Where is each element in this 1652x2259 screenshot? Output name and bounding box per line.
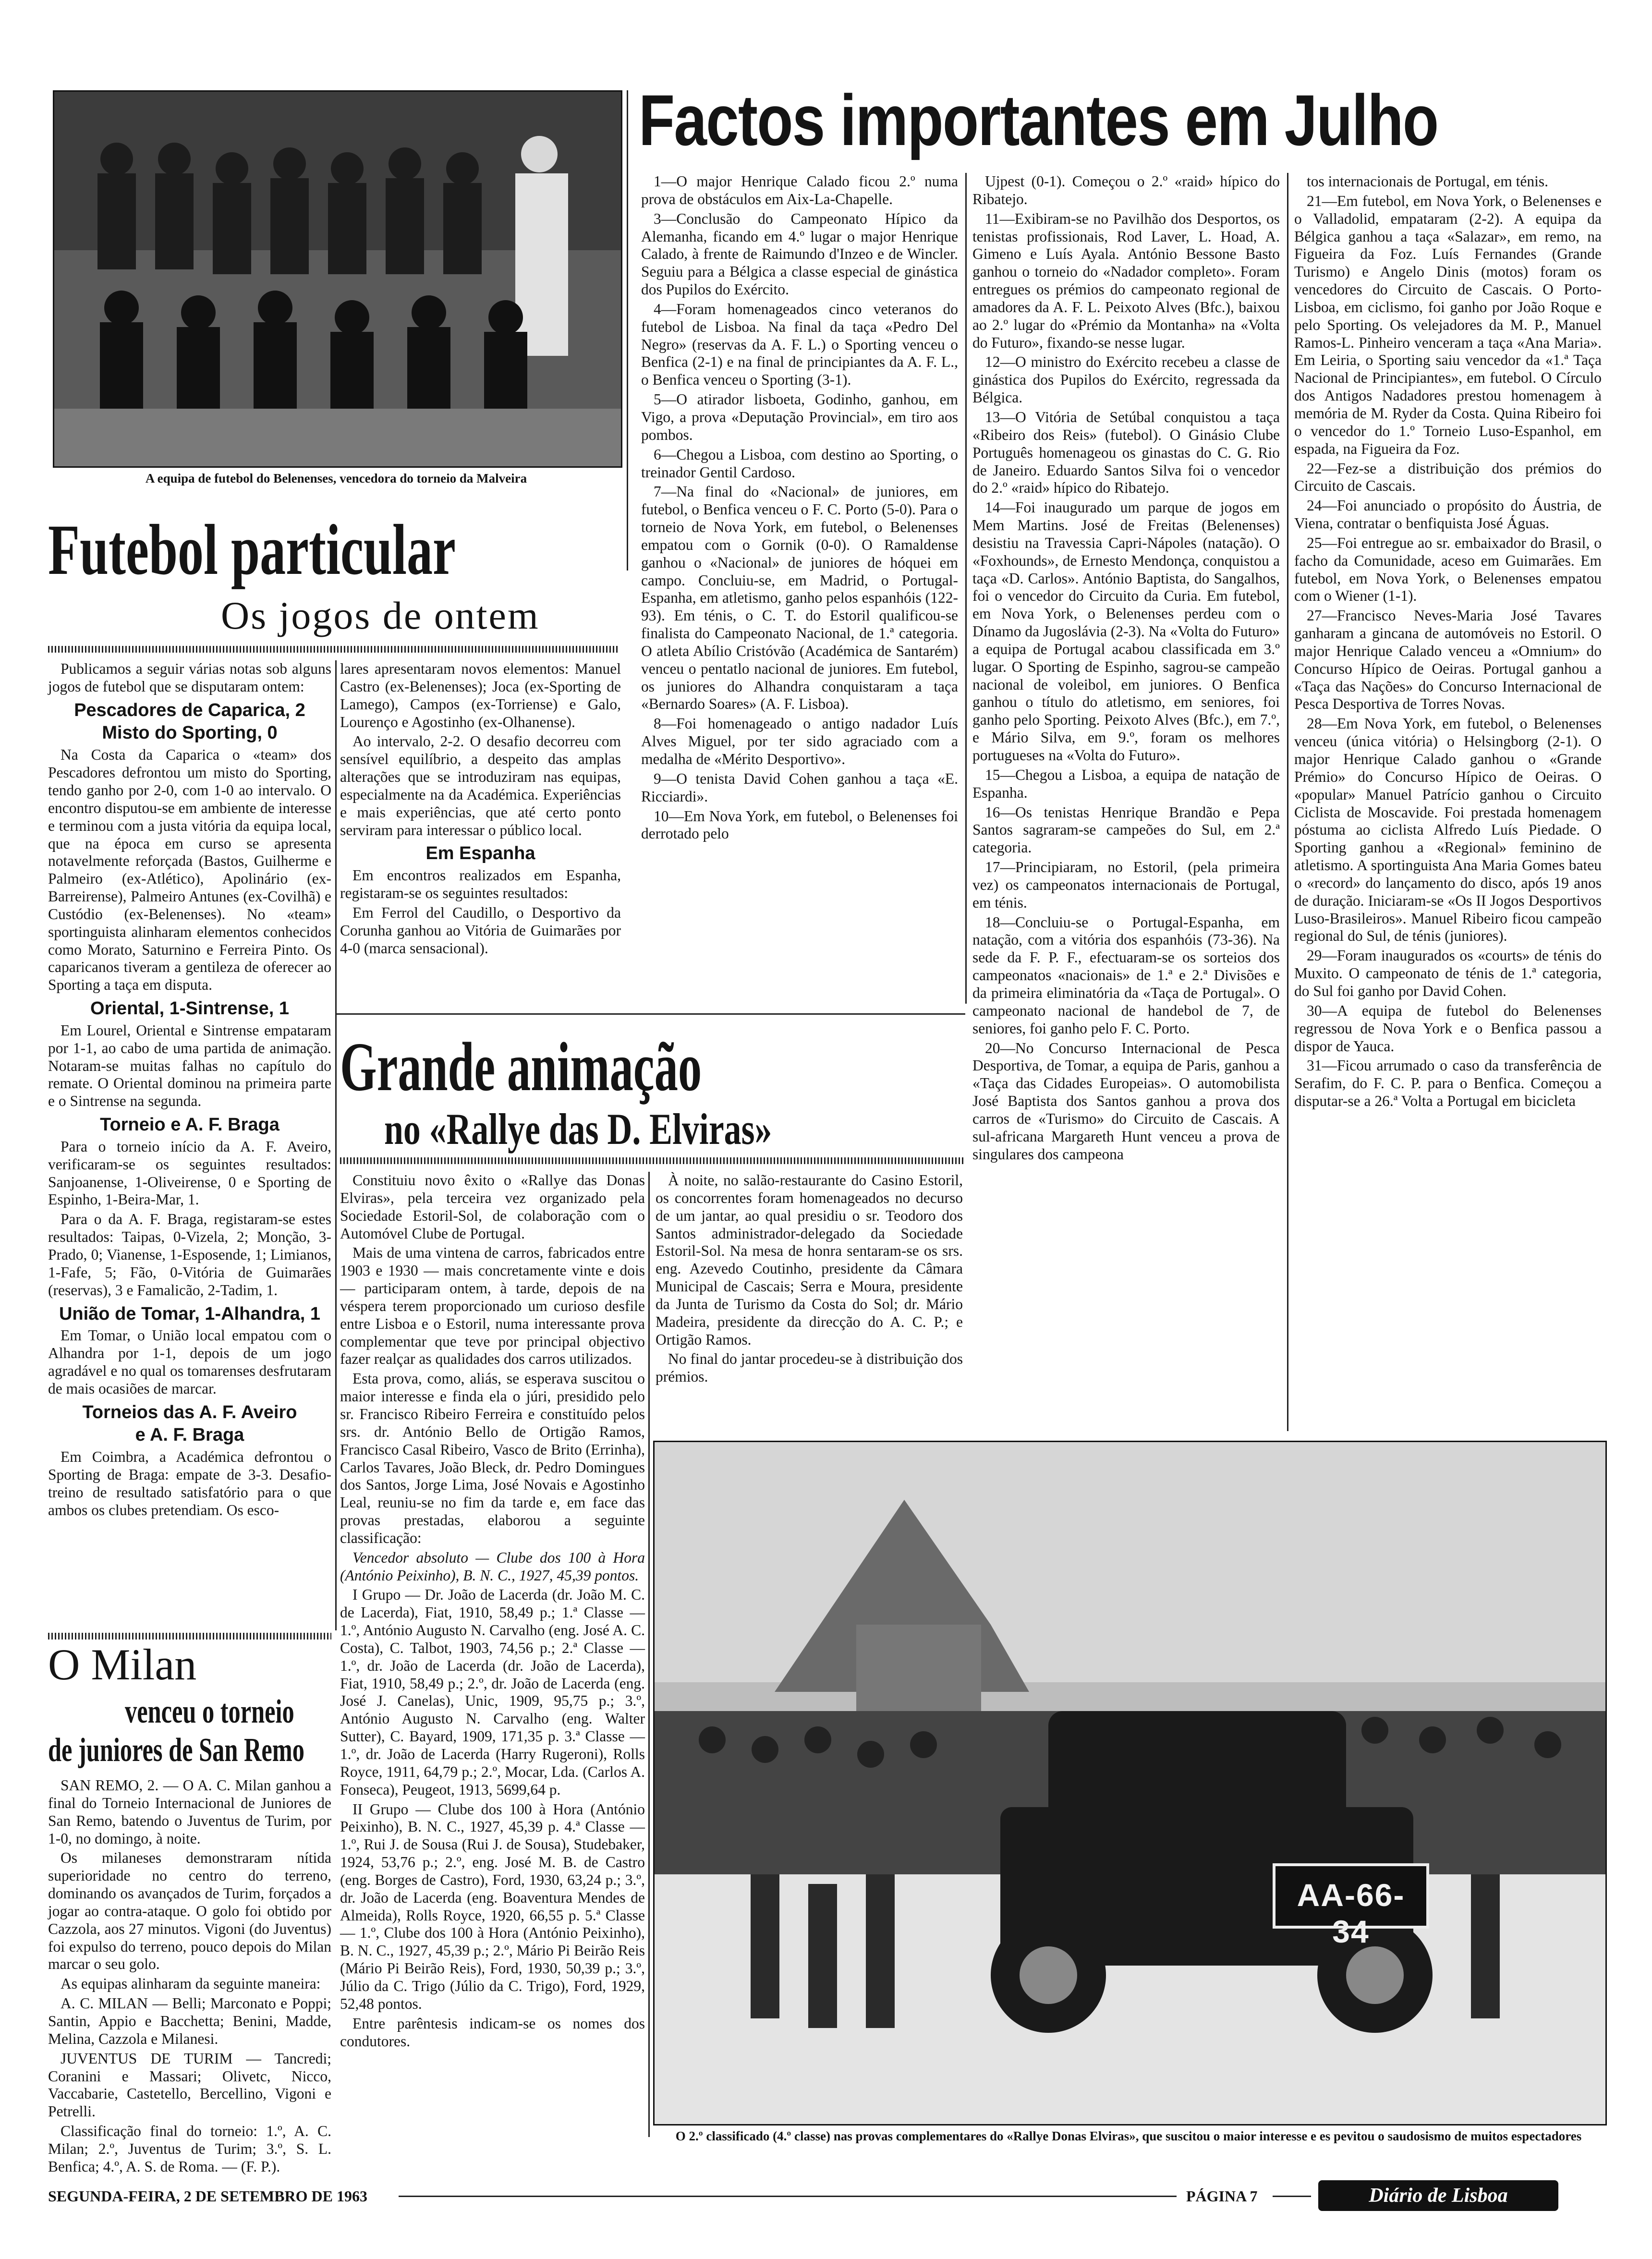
article-paragraph: Para o torneio início da A. F. Aveiro, verificaram-se os seguintes resultados: Sanjoanense, 1-Oliveirense, 0 e Sporting de Espinho, 1-Beira-Mar, 1. bbox=[48, 1138, 331, 1208]
column-rule bbox=[335, 660, 337, 1630]
article-paragraph: Vencedor absoluto — Clube dos 100 à Hora (António Peixinho), B. N. C., 1927, 45,39 pontos. bbox=[340, 1549, 645, 1584]
factos-item: 10—Em Nova York, em futebol, o Belenenses foi derrotado pelo bbox=[641, 807, 958, 842]
factos-item: 8—Foi homenageado o antigo nadador Luís Alves Miguel, por ter sido agraciado com a medalha de «Mérito Desportivo». bbox=[641, 715, 958, 767]
factos-item: 28—Em Nova York, em futebol, o Belenenses venceu (única vitória) o Helsingborg (2-1). O major Henrique Calado ganhou o «Grande Prémio» do Concurso Hípico de Oeiras. O «popular» Manuel Patrício ganhou o Circuito Ciclista de Moscavide. Foi prestada homenagem póstuma ao ciclista Alfredo Luís Piedade. O Sporting ganhou a «Regional» feminino de atletismo. A sportinguista Ana Maria Gomes bateu o «record» do lançamento do disco, após 19 anos de duração. Iniciaram-se «Os II Jogos Desportivos Luso-Brasileiros». Manuel Ribeiro ficou campeão regional do Sul, de ténis (juniores). bbox=[1294, 715, 1602, 945]
section-divider bbox=[48, 646, 620, 653]
team-photo-caption: A equipa de futebol do Belenenses, vencedora do torneio da Malveira bbox=[145, 471, 527, 486]
article-paragraph: Em encontros realizados em Espanha, registaram-se os seguintes resultados: bbox=[340, 867, 621, 902]
footer-rule bbox=[399, 2196, 1177, 2197]
factos-item: 3—Conclusão do Campeonato Hípico da Alemanha, ficando em 4.º lugar o major Henrique Calado, à frente de Raimundo d'Inzeo e de Wincler. Seguiu para a Bélgica a classe especial de ginástica dos Pupilos do Exército. bbox=[641, 210, 958, 298]
factos-item: 12—O ministro do Exército recebeu a classe de ginástica dos Pupilos do Exército, regressada da Bélgica. bbox=[972, 353, 1280, 406]
match-heading: Pescadores de Caparica, 2 bbox=[74, 700, 305, 720]
article-paragraph: Classificação final do torneio: 1.º, A. C. Milan; 2.º, Juventus de Turim; 3.º, S. L. Benfica; 4.º, A. S. de Roma. — (F. P.). bbox=[48, 2123, 331, 2175]
factos-item: 13—O Vitória de Setúbal conquistou a taça «Ribeiro dos Reis» (futebol). O Ginásio Clube Português homenageou os ginastas do C. G. Rio de Janeiro. Eduardo Santos Silva foi o vencedor do 2.º «raid» hípico do Ribatejo. bbox=[972, 408, 1280, 497]
article-paragraph: As equipas alinharam da seguinte maneira: bbox=[61, 1975, 321, 1992]
section-rule bbox=[336, 1013, 965, 1015]
futebol-column-2 bbox=[340, 660, 621, 1025]
article-paragraph: Os milaneses demonstraram nítida superioridade no centro do terreno, dominando os avançados de Turim, forçados a jogar ao contra-ataque. O golo foi obtido por Cazzola, aos 27 minutos. Vigoni (do Juventus) foi expulso do terreno, pouco depois do Milan marcar o seu golo. bbox=[48, 1849, 331, 1973]
article-paragraph: A. C. MILAN — Belli; Marconato e Poppi; Santin, Appio e Bacchetta; Benini, Madde, Melina, Cazzola e Milanesi. bbox=[48, 1995, 331, 2047]
futebol-column-1 bbox=[48, 660, 331, 1630]
column-rule bbox=[1287, 173, 1288, 1431]
factos-item: 25—Foi entregue ao sr. embaixador do Brasil, o facho da Comunidade, aceso em Guimarães. Em futebol, em Nova York, o Belenenses empatou com o Wiener (1-1). bbox=[1294, 534, 1602, 605]
article-paragraph: À noite, no salão-restaurante do Casino Estoril, os concorrentes foram homenageados no decurso de um jantar, ao qual presidiu o sr. Teodoro dos Santos administrador-delegado da Sociedade Estoril-Sol. Na mesa de honra sentaram-se os srs. eng. Azevedo Coutinho, presidente da Câmara Municipal de Cascais; Serra e Moura, presidente da Junta de Turismo da Costa do Sol; dr. Mário Madeira, presidente da direcção do A. C. P.; e Ortigão Ramos. bbox=[656, 1172, 963, 1348]
factos-item: 14—Foi inaugurado um parque de jogos em Mem Martins. José de Freitas (Belenenses) desistiu na Travessia Capri-Nápoles (natação). O «Foxhounds», de Ernesto Mendonça, conquistou a taça «D. Carlos». António Baptista, do Sangalhos, foi o vencedor do Circuito da Curia. Em futebol, em Nova York, o Belenenses perdeu com o Dínamo da Jugoslávia (2-3). Na «Volta do Futuro» a equipa de Portugal acabou classificada em 3.º lugar. O Sporting de Espinho, sagrou-se campeão nacional de voleibol, em juniores. O Benfica ganhou o título do atletismo, em seniores, foi ganho pelo Sporting. Peixoto Alves (Bfc.), em 7.º, e Mário Silva, em 9.º, foram os melhores portugueses na «Volta do Futuro». bbox=[972, 499, 1280, 764]
masthead-text: Diário de Lisboa bbox=[1369, 2185, 1508, 2207]
rallye-subheadline: no «Rallye das D. Elviras» bbox=[384, 1105, 772, 1154]
footer-rule bbox=[1273, 2196, 1311, 2197]
section-divider bbox=[340, 1157, 964, 1164]
rallye-column-2 bbox=[656, 1172, 963, 1441]
match-heading: Torneio e A. F. Braga bbox=[100, 1115, 279, 1135]
factos-column-3 bbox=[1294, 173, 1602, 1431]
milan-subheadline-2: de juniores de San Remo bbox=[48, 1732, 304, 1769]
footer-date: SEGUNDA-FEIRA, 2 DE SETEMBRO DE 1963 bbox=[48, 2187, 367, 2205]
factos-item: 20—No Concurso Internacional de Pesca Desportiva, de Tomar, a equipa de Paris, ganhou a «Taça das Cidades Europeias». O automobilista José Baptista dos Santos ganhou a prova dos carros de «Turismo» do Circuito de Cascais. A sul-africana Margareth Hunt venceu a prova de singulares dos campeona bbox=[972, 1039, 1280, 1163]
article-paragraph: Em Tomar, o União local empatou com o Alhandra por 1-1, depois de um jogo agradável e no qual os tomarenses desfrutaram de mais ocasiões de marcar. bbox=[48, 1327, 331, 1397]
factos-item: 1—O major Henrique Calado ficou 2.º numa prova de obstáculos em Aix-La-Chapelle. bbox=[641, 173, 958, 207]
factos-column-2 bbox=[972, 173, 1280, 1431]
factos-item: 31—Ficou arrumado o caso da transferência de Serafim, do F. C. P. para o Benfica. Começou a disputar-se a 26.ª Volta a Portugal em bicicleta bbox=[1294, 1057, 1602, 1110]
match-heading: Misto do Sporting, 0 bbox=[102, 723, 278, 743]
team-photo bbox=[53, 90, 622, 468]
rallye-column-1 bbox=[340, 1172, 645, 2137]
factos-item: 17—Principiaram, no Estoril, (pela primeira vez) os campeonatos internacionais de Portugal, em ténis. bbox=[972, 859, 1280, 911]
factos-item: 27—Francisco Neves-Maria José Tavares ganharam a gincana de automóveis no Estoril. O major Henrique Calado venceu a «Omnium» do Concurso Hípico de Oeiras. Portugal ganhou a «Taça das Nações» do Concurso Internacional de Pesca Desportiva de Torres Novas. bbox=[1294, 607, 1602, 713]
match-heading: Torneios das A. F. Aveiro bbox=[82, 1402, 297, 1422]
factos-item: 15—Chegou a Lisboa, a equipa de natação de Espanha. bbox=[972, 766, 1280, 801]
article-paragraph: No final do jantar procedeu-se à distribuição dos prémios. bbox=[656, 1350, 963, 1385]
article-paragraph: Em Ferrol del Caudillo, o Desportivo da Corunha ganhou ao Vitória de Guimarães por 4-0 (marca sensacional). bbox=[340, 904, 621, 957]
factos-item: tos internacionais de Portugal, em ténis. bbox=[1307, 173, 1549, 190]
article-paragraph: Na Costa da Caparica o «team» dos Pescadores defrontou um misto do Sporting, tendo ganho por 2-0, com 1-0 ao intervalo. O encontro disputou-se em ambiente de interesse e terminou com a justa vitória da equipa local, que na época em curso se apresenta notavelmente reforçada (Bastos, Guilherme e Palmeiro (ex-Atlético), Apolinário (ex-Barreirense), Palmeiro Antunes (ex-Covilhã) e Custódio (ex-Belenenses). No «team» sportinguista alinharam elementos conhecidos como Morato, Saturnino e Ferreira Pinto. Os caparicanos tiveram a gentileza de oferecer ao Sporting a taça em disputa. bbox=[48, 746, 331, 994]
article-paragraph: Para o da A. F. Braga, registaram-se estes resultados: Taipas, 0-Vizela, 2; Monção, 3-Prado, 0; Vianense, 1-Esposende, 1; Limianos, 1-Fafe, 5; Fão, 0-Vitória de Guimarães (reservas), 3 e Famalicão, 2-Tadim, 1. bbox=[48, 1211, 331, 1299]
column-rule bbox=[965, 173, 967, 1004]
factos-item: 6—Chegou a Lisboa, com destino ao Sporting, o treinador Gentil Cardoso. bbox=[641, 446, 958, 481]
team-photo-image bbox=[54, 92, 621, 466]
article-paragraph: JUVENTUS DE TURIM — Tancredi; Coranini e Massari; Olivetc, Nicco, Vaccabarie, Castetello, Bercellino, Vigoni e Petrelli. bbox=[48, 2050, 331, 2120]
rallye-photo-caption: O 2.º classificado (4.º classe) nas provas complementares do «Rallye Donas Elviras», que suscitou o maior interesse e es pevitou o saudosismo de muitos espectadores bbox=[675, 2129, 1582, 2143]
article-paragraph: SAN REMO, 2. — O A. C. Milan ganhou a final do Torneio Internacional de Juniores de San Remo, batendo o Juventus de Turim, por 1-0, no domingo, à noite. bbox=[48, 1777, 331, 1847]
column-rule bbox=[648, 1172, 650, 2137]
factos-item: 5—O atirador lisboeta, Godinho, ganhou, em Vigo, a prova «Deputação Provincial», em tiro aos pombos. bbox=[641, 391, 958, 443]
factos-item: 9—O tenista David Cohen ganhou a taça «E. Ricciardi». bbox=[641, 770, 958, 805]
article-paragraph: lares apresentaram novos elementos: Manuel Castro (ex-Belenenses); Joca (ex-Sporting de Lamego), Campos (ex-Torriense) e Galo, Lourenço e Agostinho (ex-Olhanense). bbox=[340, 660, 621, 730]
footer-page-number: PÁGINA 7 bbox=[1186, 2187, 1258, 2205]
futebol-headline: Futebol particular bbox=[48, 510, 456, 590]
article-paragraph: Entre parêntesis indicam-se os nomes dos condutores. bbox=[340, 2015, 645, 2050]
factos-item: 16—Os tenistas Henrique Brandão e Pepa Santos sagraram-se campeões do Sul, em 2.ª categoria. bbox=[972, 803, 1280, 856]
factos-item: 21—Em futebol, em Nova York, o Belenenses e o Valladolid, empataram (2-2). A equipa da Bélgica ganhou a taça «Salazar», em remo, na Figueira da Foz. Luís Fernandes (Grande Turismo) e Angelo Dinis (motos) foram os vencedores do Circuito de Cascais. O Porto-Lisboa, em ciclismo, foi ganho por João Roque e pelo Sporting. Os velejadores da M. P., Manuel Ramos-L. Pinheiro venceram a taça «Ana Maria». Em Leiria, o Sporting saiu vencedor da «1.ª Taça Nacional de Principiantes», em futebol. O Círculo dos Antigos Nadadores prestou homenagem à memória de M. Ryder da Costa. Quina Ribeiro foi o vencedor do 1.º Torneio Luso-Espanhol, em espada, na Figueira da Foz. bbox=[1294, 192, 1602, 457]
intro-paragraph: Publicamos a seguir várias notas sob alguns jogos de futebol que se disputaram ontem: bbox=[48, 660, 331, 695]
article-paragraph: II Grupo — Clube dos 100 à Hora (António Peixinho), B. N. C., 1927, 45,39 p. 4.ª Classe — 1.º, Rui J. de Sousa (Rui J. de Sousa), Studebaker, 1924, 53,76 p.; 2.º, eng. José M. B. de Castro (eng. Borges de Castro), Ford, 1930, 63,24 p.; 3.º, dr. João de Lacerda (eng. Boaventura Mendes de Almeida), Rolls Royce, 1920, 66,55 p. 5.ª Classe — 1.º, Clube dos 100 à Hora (António Peixinho), B. N. C., 1927, 45,39 p.; 2.º, Mário Pi Beirão Reis (Mário Pi Beirão Reis), Ford, 1930, 50,39 p.; 3.º, Júlio da C. Trigo (Júlio da C. Trigo), Ford, 1929, 52,48 pontos. bbox=[340, 1800, 645, 2012]
factos-item: 18—Concluiu-se o Portugal-Espanha, em natação, com a vitória dos espanhóis (73-36). Na sede da F. P. F., efectuaram-se os sorteios dos campeonatos «nacionais» de 1.ª e 2.ª Divisões e da primeira eliminatória da «Taça de Portugal». O campeonato nacional de handebol de 7, de seniores, foi ganho pelo F. C. Porto. bbox=[972, 913, 1280, 1037]
milan-headline: O Milan bbox=[48, 1640, 197, 1689]
milan-column bbox=[48, 1777, 331, 2175]
milan-subheadline-1: venceu o torneio bbox=[125, 1693, 294, 1730]
match-heading: e A. F. Braga bbox=[135, 1425, 244, 1445]
futebol-subheadline: Os jogos de ontem bbox=[221, 594, 540, 637]
rallye-headline: Grande animação bbox=[340, 1029, 702, 1105]
factos-item: 7—Na final do «Nacional» de juniores, em futebol, o Benfica venceu o F. C. Porto (5-0). Para o torneio de Nova York, em futebol, o Belenenses empatou com o Gornik (0-0). O Ramaldense ganhou o «Nacional» de juniores de hóquei em campo. Concluiu-se, em Madrid, o Portugal-Espanha, em atletismo, ganho pelos espanhóis (122-93). Em ténis, o C. T. do Estoril qualificou-se finalista do Campeonato Nacional, de 1.ª categoria. O atleta Abílio Cristóvão (Académica de Santarém) venceu o pentatlo nacional de juniores. Em futebol, os juniores do Alhandra conquistaram a taça «Bernardo Soares» (A. F. Lisboa). bbox=[641, 483, 958, 713]
masthead-logo bbox=[1318, 2180, 1558, 2211]
rallye-photo-image bbox=[655, 1442, 1605, 2124]
factos-item: 24—Foi anunciado o propósito do Áustria, de Viena, contratar o benfiquista José Águas. bbox=[1294, 497, 1602, 532]
match-heading: União de Tomar, 1-Alhandra, 1 bbox=[59, 1303, 321, 1324]
article-paragraph: Mais de uma vintena de carros, fabricados entre 1903 e 1930 — mais concretamente vinte e dois — participaram ontem, à tarde, depois de na véspera terem proporcionado um curioso desfile entre Lisboa e o Estoril, numa interessante prova complementar que teve por principal objectivo fazer realçar as qualidades dos carros utilizados. bbox=[340, 1244, 645, 1368]
factos-item: 11—Exibiram-se no Pavilhão dos Desportos, os tenistas profissionais, Rod Laver, L. Hoad, A. Gimeno e Luís Ayala. António Bessone Basto ganhou o torneio do «Nadador completo». Foram entregues os prémios do campeonato regional de amadores da A. F. L. Peixoto Alves (Bfc.), baixou ao 2.º lugar do «Prémio da Montanha» na «Volta do Futuro», fixando-se nesse lugar. bbox=[972, 210, 1280, 351]
article-paragraph: I Grupo — Dr. João de Lacerda (dr. João M. C. de Lacerda), Fiat, 1910, 58,49 p.; 1.ª Classe — 1.º, António Augusto N. Carvalho (eng. José A. C. Costa), C. Talbot, 1903, 74,56 p.; 2.ª Classe — 1.º, dr. João de Lacerda (dr. João de Lacerda), Fiat, 1910, 58,49 p.; 2.º, dr. João de Lacerda (eng. José J. Canelas), Unic, 1909, 95,75 p.; 3.º, António Augusto N. Carvalho (eng. Walter Sutter), C. Bayard, 1909, 171,35 p. 3.ª Classe — 1.º, dr. João de Lacerda (Harry Rugeroni), Rolls Royce, 1911, 64,79 p.; 2.º, Mocar, Lda. (Carlos A. Fonseca), Peugeot, 1913, 5699,64 p. bbox=[340, 1586, 645, 1798]
article-paragraph: Ao intervalo, 2-2. O desafio decorreu com sensível equilíbrio, a despeito das amplas alterações que se introduziram nas equipas, especialmente na da Académica. Experiências e mais experiências, que até certo ponto serviram para interessar o público local. bbox=[340, 733, 621, 838]
factos-item: Ujpest (0-1). Começou o 2.º «raid» hípico do Ribatejo. bbox=[972, 173, 1280, 207]
license-plate: AA-66-34 bbox=[1297, 1877, 1405, 1949]
rallye-photo bbox=[653, 1441, 1607, 2125]
factos-headline: Factos importantes em Julho bbox=[639, 80, 1438, 160]
factos-item: 4—Foram homenageados cinco veteranos do futebol de Lisboa. Na final da taça «Pedro Del Negro» (reservas da A. F. L.) o Sporting venceu o Benfica (2-1) e na final de principiantes da A. F. L., o Benfica venceu o Sporting (3-1). bbox=[641, 300, 958, 389]
factos-item: 29—Foram inaugurados os «courts» de ténis do Muxito. O campeonato de ténis de 1.ª categoria, do Sul foi ganho por David Cohen. bbox=[1294, 947, 1602, 999]
factos-item: 30—A equipa de futebol do Belenenses regressou de Nova York e o Benfica passou a dispor de Yauca. bbox=[1294, 1002, 1602, 1055]
article-paragraph: Em Lourel, Oriental e Sintrense empataram por 1-1, ao cabo de uma partida de animação. Notaram-se muitas falhas no capítulo do remate. O Oriental dominou na primeira parte e o Sintrense na segunda. bbox=[48, 1021, 331, 1110]
column-rule bbox=[627, 90, 628, 571]
article-paragraph: Esta prova, como, aliás, se esperava suscitou o maior interesse e finda ela o júri, presidido pelo sr. Francisco Ribeiro Ferreira e constituído pelos srs. dr. António Bello de Ortigão Ramos, Francisco Casal Ribeiro, Vasco de Brito (Errinha), Carlos Tavares, João Bleck, dr. Pedro Domingues dos Santos, Jorge Lima, José Novais e Agostinho Leal, reuniu-se no fim da tarde e, em face das provas prestadas, elaborou a seguinte classificação: bbox=[340, 1370, 645, 1546]
match-heading: Oriental, 1-Sintrense, 1 bbox=[90, 998, 289, 1019]
article-paragraph: Em Coimbra, a Académica defrontou o Sporting de Braga: empate de 3-3. Desafio-treino de resultado satisfatório para o que ambos os clubes pretendiam. Os esco- bbox=[48, 1448, 331, 1518]
match-heading: Em Espanha bbox=[425, 843, 535, 864]
factos-item: 22—Fez-se a distribuição dos prémios do Circuito de Cascais. bbox=[1294, 460, 1602, 495]
article-paragraph: Constituiu novo êxito o «Rallye das Donas Elviras», pela terceira vez organizado pela Sociedade Estoril-Sol, de colaboração com o Automóvel Clube de Portugal. bbox=[340, 1172, 645, 1242]
section-divider bbox=[48, 1633, 331, 1640]
factos-column-1 bbox=[641, 173, 958, 1004]
